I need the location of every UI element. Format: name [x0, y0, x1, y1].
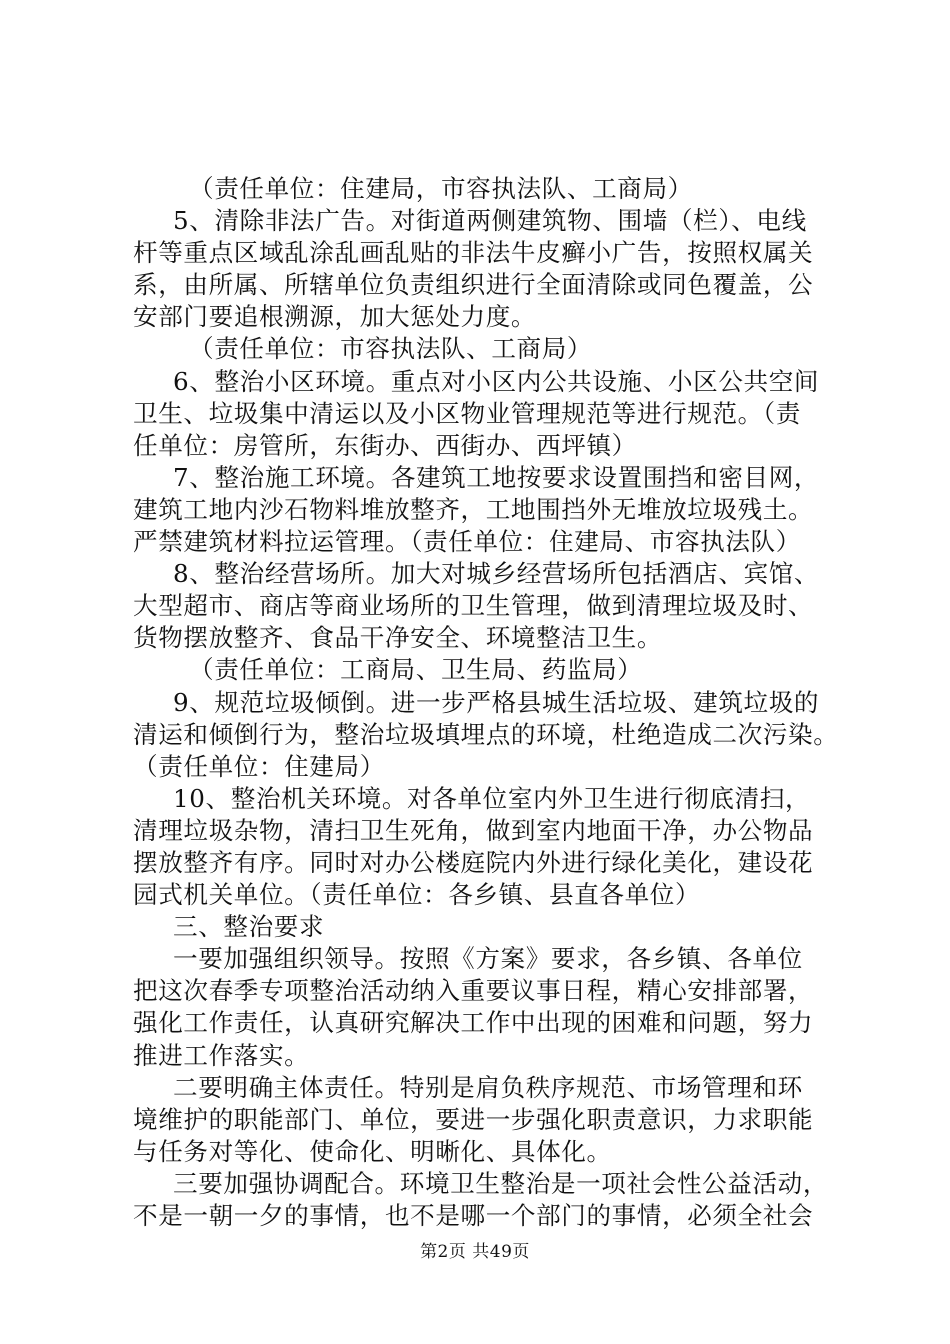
- text-line: 9、规范垃圾倾倒。进一步严格县城生活垃圾、建筑垃圾的: [173, 688, 820, 717]
- text-line: 安部门要追根溯源，加大惩处力度。: [133, 302, 537, 331]
- text-line: 卫生、垃圾集中清运以及小区物业管理规范等进行规范。（责: [133, 399, 801, 428]
- text-line: 7、整治施工环境。各建筑工地按要求设置围挡和密目网，: [173, 463, 820, 492]
- text-line: （责任单位：住建局）: [133, 752, 385, 781]
- text-line: 8、整治经营场所。加大对城乡经营场所包括酒店、宾馆、: [173, 559, 820, 588]
- text-line: 杆等重点区域乱涂乱画乱贴的非法牛皮癣小广告，按照权属关: [133, 238, 814, 267]
- text-line: 系，由所属、所辖单位负责组织进行全面清除或同色覆盖，公: [133, 270, 814, 299]
- text-line: 把这次春季专项整治活动纳入重要议事日程，精心安排部署，: [133, 976, 814, 1005]
- text-line: 推进工作落实。: [133, 1041, 310, 1070]
- text-line: （责任单位：市容执法队、工商局）: [189, 334, 593, 363]
- page-footer: 第2页 共49页: [420, 1242, 530, 1262]
- text-line: （责任单位：工商局、卫生局、药监局）: [189, 655, 643, 684]
- text-line: 5、清除非法广告。对街道两侧建筑物、围墙（栏）、电线: [173, 206, 807, 235]
- text-line: 园式机关单位。（责任单位：各乡镇、县直各单位）: [133, 880, 701, 909]
- text-line: 与任务对等化、使命化、明晰化、具体化。: [133, 1137, 612, 1166]
- text-line: 二要明确主体责任。特别是肩负秩序规范、市场管理和环: [173, 1073, 803, 1102]
- text-line: 10、整治机关环境。对各单位室内外卫生进行彻底清扫，: [173, 784, 811, 813]
- text-line: 任单位：房管所，东街办、西街办、西坪镇）: [133, 431, 637, 460]
- text-line: 三要加强协调配合。环境卫生整治是一项社会性公益活动，: [173, 1169, 829, 1198]
- text-line: 强化工作责任，认真研究解决工作中出现的困难和问题，努力: [133, 1008, 814, 1037]
- text-line: 清理垃圾杂物，清扫卫生死角，做到室内地面干净，办公物品: [133, 816, 814, 845]
- text-line: 一要加强组织领导。按照《方案》要求，各乡镇、各单位: [173, 944, 803, 973]
- section-heading: 三、整治要求: [173, 912, 325, 941]
- text-line: 6、整治小区环境。重点对小区内公共设施、小区公共空间: [173, 367, 820, 396]
- text-line: 大型超市、商店等商业场所的卫生管理，做到清理垃圾及时、: [133, 591, 814, 620]
- text-line: 建筑工地内沙石物料堆放整齐，工地围挡外无堆放垃圾残土。: [133, 495, 814, 524]
- text-line: （责任单位：住建局，市容执法队、工商局）: [189, 174, 693, 203]
- text-line: 境维护的职能部门、单位，要进一步强化职责意识，力求职能: [133, 1105, 814, 1134]
- text-line: 清运和倾倒行为，整治垃圾填埋点的环境，杜绝造成二次污染。: [133, 720, 839, 749]
- text-line: 货物摆放整齐、食品干净安全、环境整洁卫生。: [133, 623, 663, 652]
- text-line: 不是一朝一夕的事情，也不是哪一个部门的事情，必须全社会: [133, 1201, 814, 1230]
- text-line: 严禁建筑材料拉运管理。（责任单位：住建局、市容执法队）: [133, 527, 801, 556]
- text-line: 摆放整齐有序。同时对办公楼庭院内外进行绿化美化，建设花: [133, 848, 814, 877]
